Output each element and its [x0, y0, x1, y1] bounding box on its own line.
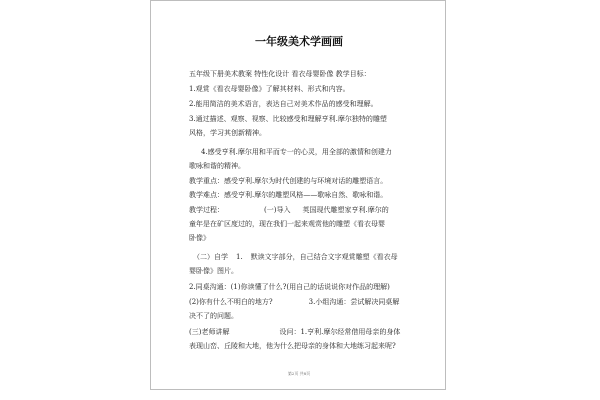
text-line: 1.观赏《看衣母婴卧像》了解其材料、形式和内容。: [189, 85, 350, 93]
intro-heading: (一)导入: [264, 206, 291, 214]
teacher-heading: (三)老师讲解: [189, 328, 230, 336]
text-line: [189, 297, 399, 307]
text-line: 表现山峦、丘陵和大地，他为什么把母亲的身体和大地练习起来呢?: [189, 342, 396, 350]
text-line: [189, 327, 400, 337]
document-page: [150, 0, 446, 390]
text-line: [193, 252, 398, 262]
text-line: 五年级下册美术教案 特性化设计 看衣母婴卧像 教学目标：: [189, 70, 371, 78]
text-line: 童年是在矿区度过的，现在我们一起来观赏他的雕塑《看衣母婴: [189, 220, 385, 228]
teacher-question: 设问：1.亨利.摩尔经常借用母亲的身体: [279, 328, 401, 336]
text-line: 教学难点：感受亨利.摩尔的雕塑风格——歌咏自然、歌咏和谐。: [189, 191, 388, 199]
text-line: 决不了的问题。: [189, 312, 238, 320]
text-line: 4.感受亨利.摩尔用和平而专一的心灵，用全部的激情和创建力: [201, 148, 392, 156]
document-title: 一年级美术学画画: [255, 35, 343, 48]
text-line: 教学重点：感受亨利.摩尔为时代创建的与环境对话的雕塑语言。: [189, 177, 388, 185]
self-study-text: 默读文字部分，自己结合文字观赏雕塑《看衣母: [250, 253, 398, 261]
text-line: 歌咏和谐的精神。: [189, 162, 245, 170]
text-line: 卧像》: [189, 234, 210, 242]
text-line: 婴卧像》图片。: [189, 267, 238, 275]
intro-text: 英国现代雕塑家亨利.摩尔的: [302, 206, 389, 214]
text-line: 2.能用简洁的美术语言，表达自己对美术作品的感受和理解。: [189, 100, 378, 108]
self-study-number: 1.: [236, 253, 243, 261]
question-two: (2)你有什么不明白的地方?: [189, 298, 273, 306]
text-line: 2.同桌沟通：(1)你读懂了什么?(用自己的话说说你对作品的理解): [189, 283, 390, 291]
text-line: 风格，学习其创新精神。: [189, 129, 266, 137]
page-footer: 第2页 共8页: [287, 371, 311, 376]
text-line: [189, 205, 389, 215]
self-study-heading: （二）自学: [193, 253, 228, 261]
text-line: 3.通过描述、观察、视察、比较感受和理解亨利.摩尔独特的雕塑: [189, 115, 387, 123]
lesson-process-label: 教学过程：: [189, 206, 224, 214]
group-discussion: 3.小组沟通：尝试解决同桌解: [308, 298, 400, 306]
